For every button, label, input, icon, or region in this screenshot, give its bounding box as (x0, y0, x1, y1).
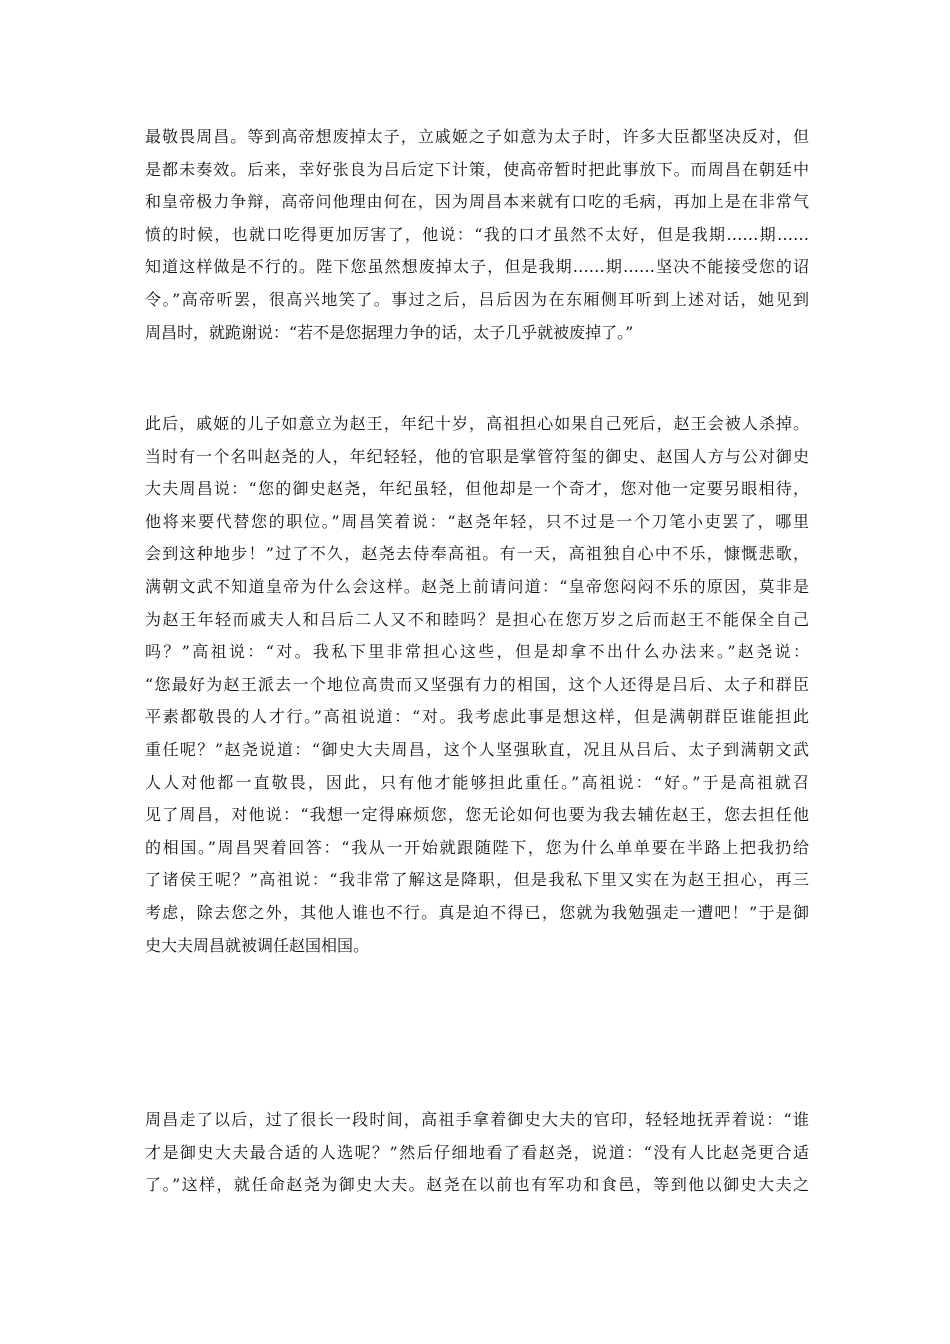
text-line: 令。”高帝听罢，很高兴地笑了。事过之后，吕后因为在东厢侧耳听到上述对话，她见到 (145, 289, 809, 309)
text-line: 周昌时，就跪谢说：“若不是您据理力争的话，太子几乎就被废掉了。” (145, 322, 634, 342)
text-line: 了。”这样，就任命赵尧为御史大夫。赵尧在以前也有军功和食邑，等到他以御史大夫之 (145, 1175, 809, 1195)
text-line: 见了周昌，对他说：“我想一定得麻烦您，您无论如何也要为我去辅佐赵王，您去担任他 (145, 805, 809, 825)
text-line: 会到这种地步！”过了不久，赵尧去侍奉高祖。有一天，高祖独自心中不乐，慷慨悲歌， (145, 544, 809, 564)
text-line: 了诸侯王呢？”高祖说：“我非常了解这是降职，但是我私下里又实在为赵王担心，再三 (145, 870, 809, 890)
text-line: 史大夫周昌就被调任赵国相国。 (145, 935, 370, 955)
text-line: 的相国。”周昌哭着回答：“我从一开始就跟随陛下，您为什么单单要在半路上把我扔给 (145, 837, 809, 857)
text-line: 是都未奏效。后来，幸好张良为吕后定下计策，使高帝暂时把此事放下。而周昌在朝廷中 (145, 159, 809, 179)
text-line: 和皇帝极力争辩，高帝问他理由何在，因为周昌本来就有口吃的毛病，再加上是在非常气 (145, 192, 809, 212)
text-line: 此后，戚姬的儿子如意立为赵王，年纪十岁，高祖担心如果自己死后，赵王会被人杀掉。 (145, 414, 809, 433)
paragraph-zhao-yao-appointed (145, 1104, 809, 1202)
paragraph-zhao-yao-advice (145, 408, 809, 962)
text-line: 考虑，除去您之外，其他人谁也不行。真是迫不得已，您就为我勉强走一遭吧！”于是御 (145, 902, 809, 922)
text-line: 愤的时候，也就口吃得更加厉害了，他说：“我的口才虽然不太好，但是我期……期…… (145, 224, 809, 244)
text-line: 周昌走了以后，过了很长一段时间，高祖手拿着御史大夫的官印，轻轻地抚弄着说：“谁 (145, 1110, 809, 1129)
paragraph-zhou-chang-argues (145, 121, 809, 349)
text-line: 大夫周昌说：“您的御史赵尧，年纪虽轻，但他却是一个奇才，您对他一定要另眼相待， (145, 479, 809, 499)
text-line: 才是御史大夫最合适的人选呢？”然后仔细地看了看赵尧，说道：“没有人比赵尧更合适 (145, 1142, 809, 1162)
text-line: 他将来要代替您的职位。”周昌笑着说：“赵尧年轻，只不过是一个刀笔小吏罢了，哪里 (145, 511, 809, 531)
text-line: 平素都敬畏的人才行。”高祖说道：“对。我考虑此事是想这样，但是满朝群臣谁能担此 (145, 707, 809, 727)
text-line: 重任呢？”赵尧说道：“御史大夫周昌，这个人坚强耿直，况且从吕后、太子到满朝文武 (145, 739, 809, 759)
text-line: 吗？”高祖说：“对。我私下里非常担心这些，但是却拿不出什么办法来。”赵尧说： (145, 642, 809, 662)
text-line: 最敬畏周昌。等到高帝想废掉太子，立戚姬之子如意为太子时，许多大臣都坚决反对，但 (145, 127, 809, 146)
text-line: 知道这样做是不行的。陛下您虽然想废掉太子，但是我期……期……坚决不能接受您的诏 (145, 257, 809, 277)
text-line: “您最好为赵王派去一个地位高贵而又坚强有力的相国，这个人还得是吕后、太子和群臣 (145, 674, 809, 694)
text-line: 人人对他都一直敬畏，因此，只有他才能够担此重任。”高祖说：“好。”于是高祖就召 (145, 772, 809, 792)
text-line: 当时有一个名叫赵尧的人，年纪轻轻，他的官职是掌管符玺的御史、赵国人方与公对御史 (145, 446, 809, 466)
text-line: 为赵王年轻而戚夫人和吕后二人又不和睦吗？是担心在您万岁之后而赵王不能保全自己 (145, 609, 809, 629)
text-line: 满朝文武不知道皇帝为什么会这样。赵尧上前请问道：“皇帝您闷闷不乐的原因，莫非是 (145, 576, 809, 596)
